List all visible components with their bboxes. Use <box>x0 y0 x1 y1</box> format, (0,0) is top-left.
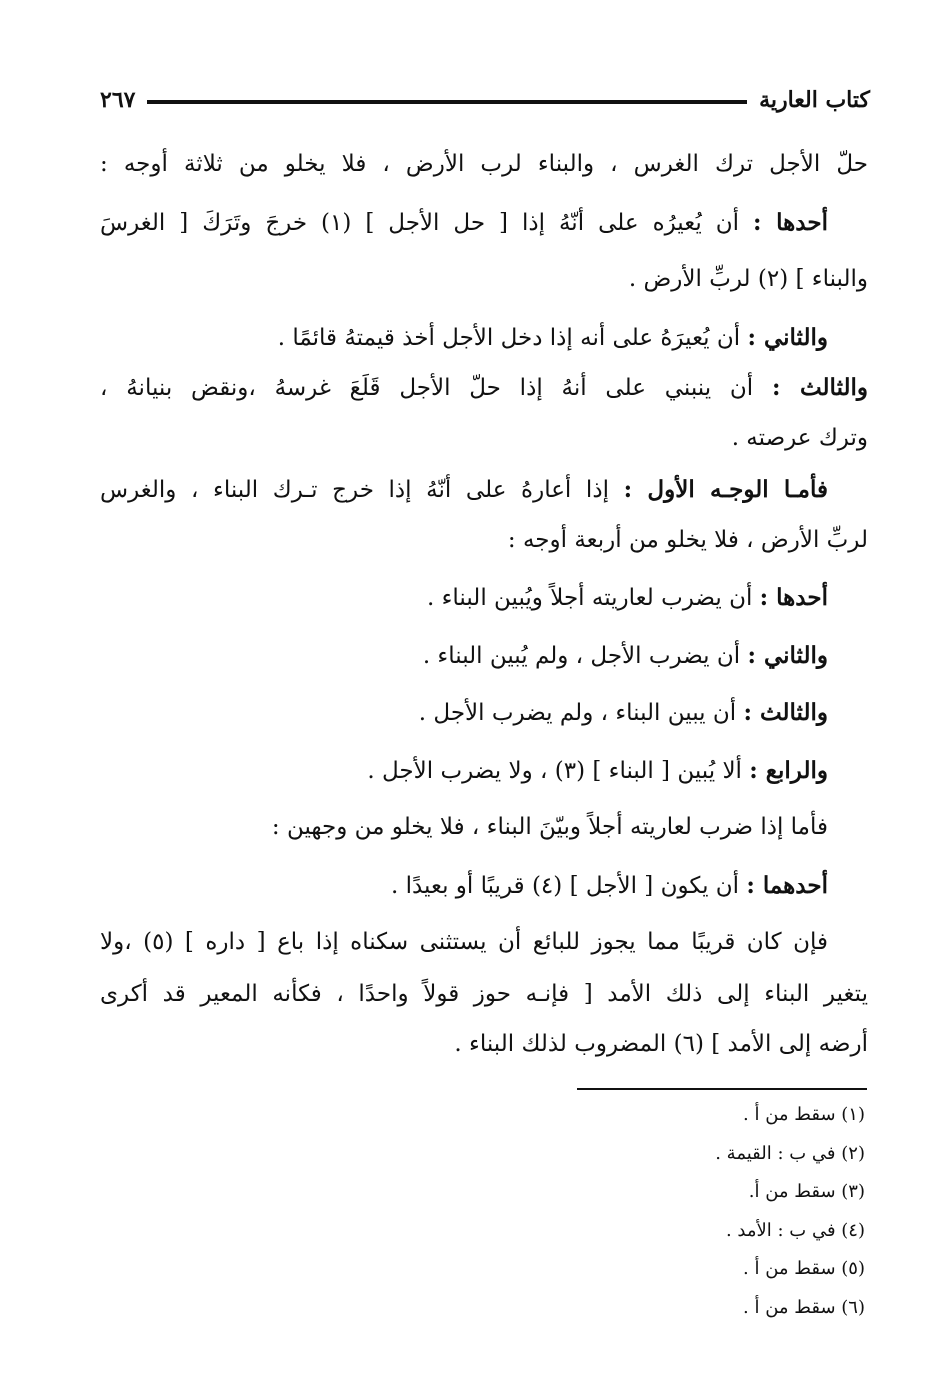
text-line: والثاني : أن يضرب الأجل ، ولم يُبين البناء . <box>422 641 828 669</box>
label-first-way: فأمـا الوجـه الأول : <box>623 475 828 503</box>
text-line: حلّ الأجل ترك الغرس ، والبناء لرب الأرض ، فلا يخلو من ثلاثة أوجه : <box>100 151 868 177</box>
page-header <box>100 80 870 120</box>
label-fourth: والرابع : <box>749 756 828 784</box>
footnote: (٢) في ب : القيمة . <box>715 1142 865 1164</box>
label-third: والثالث : <box>743 699 828 726</box>
footnote: (١) سقط من أ . <box>743 1104 865 1125</box>
text-line: أرضه إلى الأمد ] (٦) المضروب لذلك البناء . <box>454 1030 868 1057</box>
text-line: والثالث : أن ينبني على أنهُ إذا حلّ الأجل قَلَعَ غرسهُ ،ونقض بنيانهُ ، <box>100 374 868 401</box>
footnote: (٣) سقط من أ. <box>748 1181 865 1202</box>
footnote: (٦) سقط من أ . <box>743 1296 865 1318</box>
text-line: فإن كان قريبًا مما يجوز للبائع أن يستثنى سكناه إذا باع [ داره ] (٥) ،ولا <box>100 929 829 955</box>
text-line: أحدهما : أن يكون [ الأجل ] (٤) قريبًا أو بعيدًا . <box>390 871 828 899</box>
label-first: أحدها : <box>759 584 828 611</box>
text-line: فأمـا الوجـه الأول : إذا أعارهُ على أنّهُ إذا خرج تـرك البناء ، والغرس <box>100 475 828 503</box>
label-first-of-two: أحدهما : <box>746 871 828 899</box>
label-second: والثاني : <box>747 323 828 351</box>
label-second: والثاني : <box>747 641 828 669</box>
footnote: (٤) في ب : الأمد . <box>725 1219 865 1241</box>
text-line: أحدها : أن يُعيرُه على أنّهُ إذا [ حل الأجل ] (١) خرجَ وتَرَكَ [ الغرسَ <box>100 208 828 236</box>
text-line: أحدها : أن يضرب لعاريته أجلاً ويُبين البناء . <box>426 584 828 611</box>
text-line: والرابع : ألا يُبين [ البناء ] (٣) ، ولا يضرب الأجل . <box>367 756 828 784</box>
text-line: لربِّ الأرض ، فلا يخلو من أربعة أوجه : <box>507 526 868 553</box>
label-third: والثالث : <box>771 374 868 401</box>
text-line: يتغير البناء إلى ذلك الأمد [ فإنـه حوز قولاً واحدًا ، فكأنه المعير قد أكرى <box>100 980 868 1007</box>
main-text <box>100 136 868 1073</box>
page-number: ٢٦٧ <box>100 87 136 113</box>
footnote-divider <box>577 1088 867 1090</box>
text-line: فأما إذا ضرب لعاريته أجلاً وبيّنَ البناء ، فلا يخلو من وجهين : <box>271 814 828 840</box>
book-title: كتاب العارية <box>759 87 870 113</box>
label-first: أحدها : <box>753 208 828 236</box>
footnotes <box>465 1096 865 1327</box>
header-rule <box>147 100 747 104</box>
text-line: وترك عرصته . <box>731 425 868 451</box>
text-line: والثالث : أن يبين البناء ، ولم يضرب الأجل . <box>418 699 828 726</box>
text-line: والثاني : أن يُعيرَهُ على أنه إذا دخل الأجل أخذ قيمتهُ قائمًا . <box>277 323 828 351</box>
footnote: (٥) سقط من أ . <box>743 1258 865 1279</box>
text-line: والبناء ] (٢) لربِّ الأرض . <box>628 266 868 292</box>
